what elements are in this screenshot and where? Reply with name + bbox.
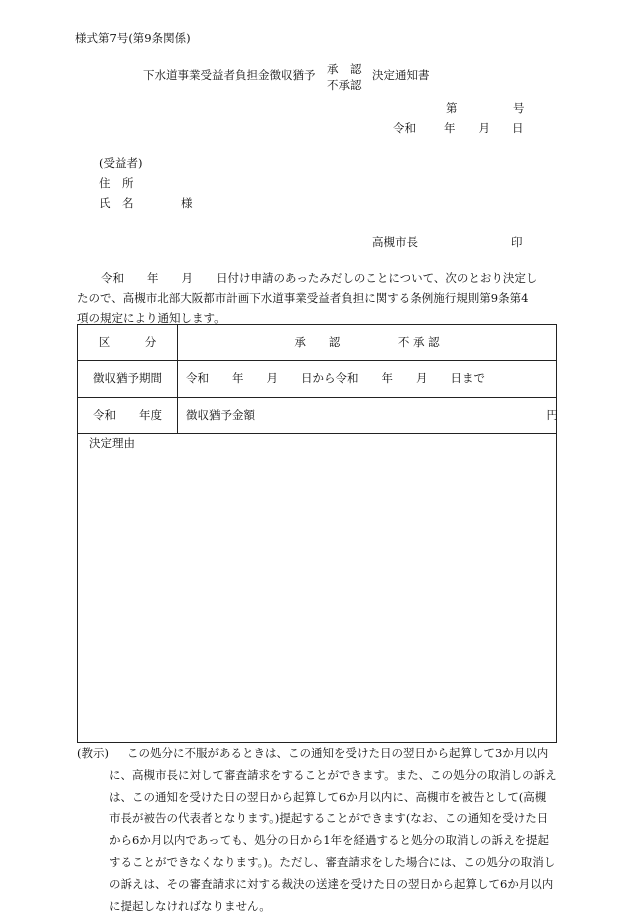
seal-mark: 印 bbox=[511, 235, 523, 249]
name-label: 氏 名 bbox=[99, 196, 134, 210]
deferral-amount-label: 徴収猶予金額 bbox=[186, 407, 255, 422]
table-row bbox=[78, 398, 557, 434]
deferral-period-label: 徴収猶予期間 bbox=[78, 361, 178, 398]
table-row bbox=[78, 434, 557, 743]
issue-date bbox=[393, 123, 524, 135]
honorific: 様 bbox=[181, 196, 193, 210]
doc-number-suffix: 号 bbox=[513, 101, 525, 115]
table-row bbox=[78, 361, 557, 398]
intro-line-1: 令和 年 月 日付け申請のあったみだしのことについて、次のとおり決定し bbox=[101, 271, 538, 285]
recipient-heading: (受益者) bbox=[99, 156, 143, 170]
date-day: 日 bbox=[512, 121, 524, 135]
notice-heading: (教示) bbox=[77, 746, 109, 760]
category-label: 区 分 bbox=[78, 325, 178, 361]
document-title: 下水道事業受益者負担金徴収猶予 bbox=[143, 68, 316, 82]
intro-line-2: たので、高槻市北部大阪都市計画下水道事業受益者負担に関する条例施行規則第9条第4 bbox=[77, 291, 529, 305]
date-year: 年 bbox=[444, 121, 456, 135]
document-title-suffix: 決定通知書 bbox=[372, 68, 430, 82]
notice-text: この処分に不服があるときは、この通知を受けた日の翌日から起算して3か月以内に、高槻市長に対して審査請求をすることができます。また、この処分の取消しの訴えは、この通知を受けた日の翌日から起算して6か月以内に、高槻市を被告として(高槻市長が被告の代表者となります。)提起することができます(なお、この通知を受けた日から6か月以内であっても、処分の日から1年を経過すると処分の取消しの訴えを提起することができなくなります。)。ただし、審査請求をした場合には、この処分の取消しの訴えは、その審査請求に対する裁決の送達を受けた日の翌日から起算して6か月以内に提起しなければなりません。 bbox=[109, 746, 557, 913]
deferral-amount-cell bbox=[178, 398, 557, 434]
approval-choice bbox=[327, 61, 362, 93]
doc-number-prefix: 第 bbox=[446, 101, 458, 115]
intro-line-3: 項の規定により通知します。 bbox=[77, 311, 226, 325]
form-number: 様式第7号(第9条関係) bbox=[75, 31, 191, 45]
deferral-period-value: 令和 年 月 日から令和 年 月 日まで bbox=[178, 361, 557, 398]
table-row bbox=[78, 325, 557, 361]
approve-option: 承 認 bbox=[327, 62, 362, 76]
date-era: 令和 bbox=[393, 121, 416, 135]
intro-paragraph bbox=[77, 268, 557, 328]
decision-reason: 決定理由 bbox=[78, 434, 557, 743]
fiscal-year-label: 令和 年度 bbox=[78, 398, 178, 434]
category-value: 承 認 不 承 認 bbox=[178, 325, 557, 361]
yen-unit: 円 bbox=[546, 407, 558, 422]
date-month: 月 bbox=[478, 121, 490, 135]
legal-notice bbox=[77, 743, 557, 917]
address-label: 住 所 bbox=[99, 176, 134, 190]
issuer-mayor: 高槻市長 bbox=[372, 235, 418, 249]
decision-table bbox=[77, 324, 557, 743]
disapprove-option: 不承認 bbox=[327, 78, 362, 92]
